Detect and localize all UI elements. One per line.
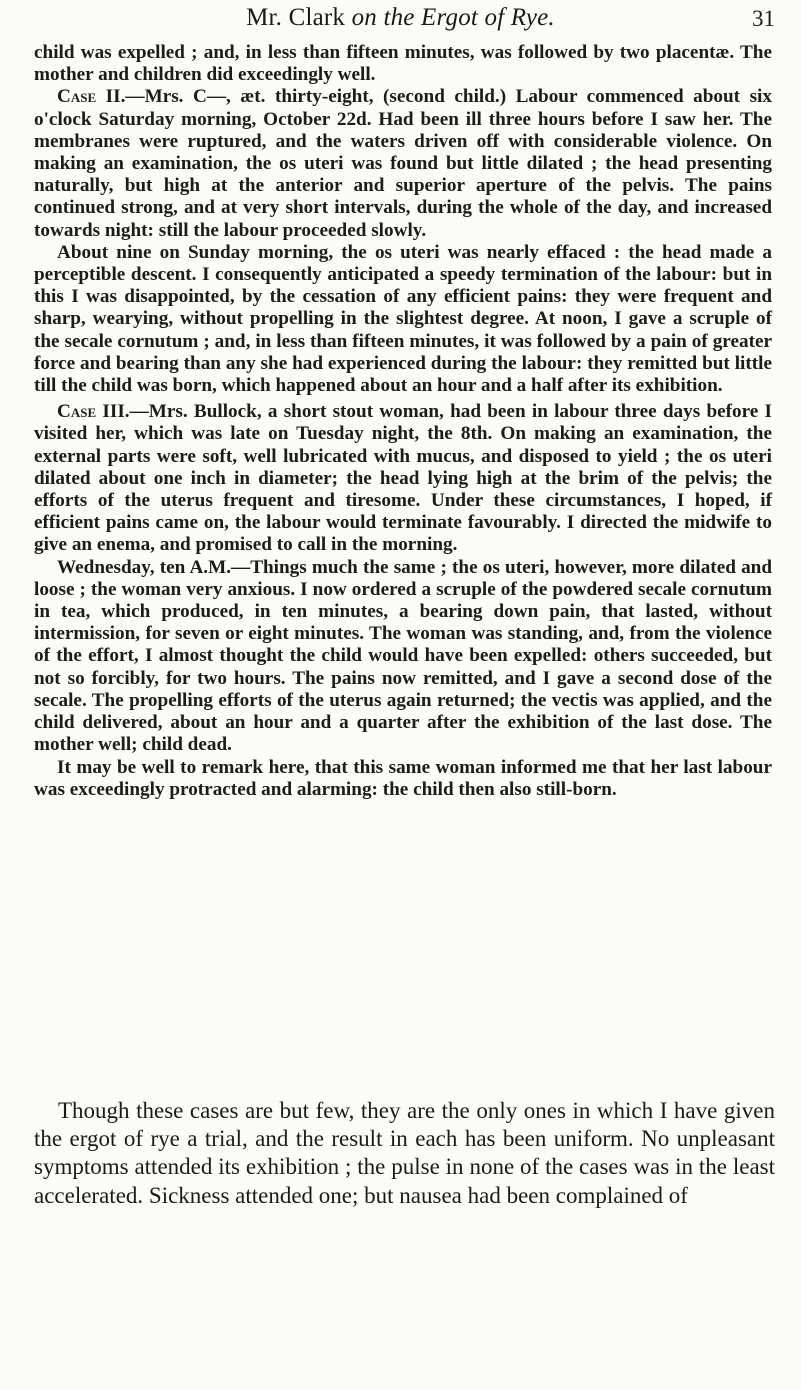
case-3-text: —Mrs. Bullock, a short stout woman, had been in labour three days before I visited her, which was late on Tuesday night, the 8th. On making an examination, the external parts were soft, well lubricated with mucus, and disposed to yield ; the os uteri dilated about one inch in diameter; the head lying high at the brim of the pelvis; the efforts of the uterus frequent and tiresome. Under these circumstances, I hoped, if efficient pains came on, the labour would terminate favourably. I directed the midwife to give an enema, and promised to call in the morning. — [34, 401, 773, 556]
page-number: 31 — [752, 6, 775, 31]
case-2-paragraph-2: About nine on Sunday morning, the os uteri was nearly effaced : the head made a perceptible descent. I consequently anticipated a speedy termination of the labour: but in this I was disappointed, by the cessation of any efficient pains: they were frequent and sharp, wearying, without propelling in the slightest degree. At noon, I gave a scruple of the secale cornutum ; and, in less than fifteen minutes, it was followed by a pain of greater force and bearing than any she had experienced during the labour: they remitted but little till the child was born, which happened about an hour and a half after its exhibition. — [34, 241, 772, 397]
case-3-heading: Case III. — [57, 401, 130, 423]
case-2-text: —Mrs. C—, æt. thirty-eight, (second child.) Labour commenced about six o'clock Saturday morning, October 22d. Had been ill three hours before I saw her. The membranes were ruptured, and the waters driven off with considerable violence. On making an examination, the os uteri was found but little dilated ; the head presenting naturally, but high at the anterior and superior aperture of the pelvis. The pains continued strong, and at very short intervals, during the whole of the day, and increased towards night: still the labour proceeded slowly. — [34, 86, 772, 241]
case-2-heading: Case II. — [57, 86, 126, 108]
case-3-paragraph — [34, 401, 772, 556]
running-title-author: Mr. Clark — [246, 4, 346, 31]
case-3-paragraph-3: It may be well to remark here, that this same woman informed me that her last labour was exceedingly protracted and alarming: the child then also still-born. — [34, 756, 772, 800]
running-title — [0, 4, 801, 32]
conclusion-section — [34, 1097, 775, 1210]
running-head — [0, 4, 801, 34]
case-2-paragraph — [34, 86, 772, 241]
running-title-subject: on the Ergot of Rye. — [351, 4, 555, 31]
body-text — [34, 42, 772, 801]
case-3-paragraph-2: Wednesday, ten A.M.—Things much the same ; the os uteri, however, more dilated and loose ; the woman very anxious. I now ordered a scruple of the powdered secale cornutum in tea, which produced, in ten minutes, a bearing down pain, that lasted, without intermission, for seven or eight minutes. The woman was standing, and, from the violence of the effort, I almost thought the child would have been expelled: others succeeded, but not so forcibly, for two hours. The pains now remitted, and I gave a second dose of the secale. The propelling efforts of the uterus again returned; the vectis was applied, and the child delivered, about an hour and a quarter after the exhibition of the last dose. The mother well; child dead. — [34, 556, 772, 756]
case-1-ending: child was expelled ; and, in less than fifteen minutes, was followed by two placentæ. The mother and children did exceedingly well. — [34, 42, 772, 86]
conclusion-paragraph: Though these cases are but few, they are the only ones in which I have given the ergot of rye a trial, and the result in each has been uniform. No unpleasant symptoms attended its exhibition ; the pulse in none of the cases was in the least accelerated. Sickness attended one; but nausea had been complained of — [34, 1098, 775, 1208]
